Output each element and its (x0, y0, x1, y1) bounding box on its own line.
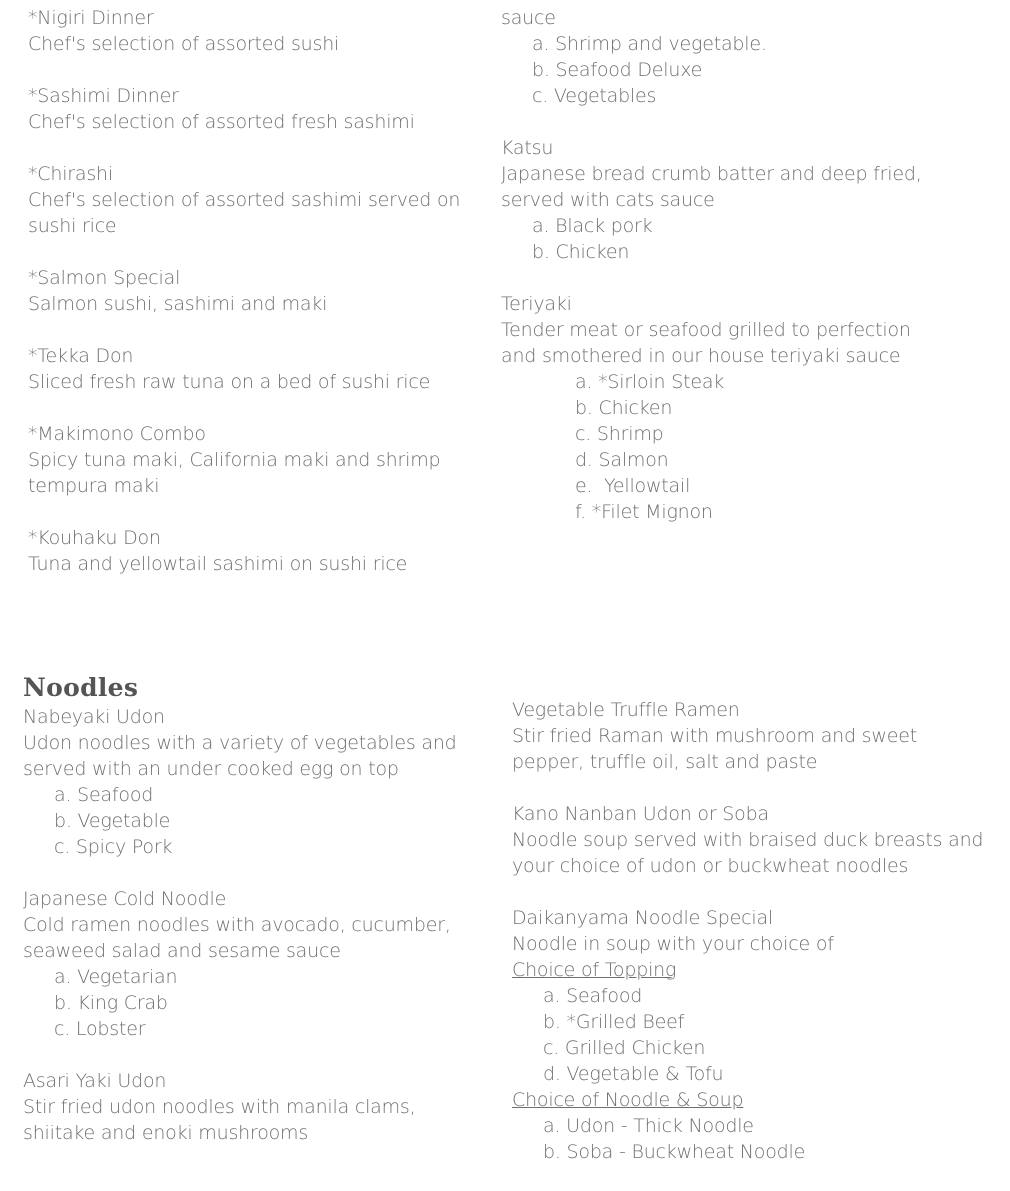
menu-item-asari (23, 1068, 493, 1146)
option-heading-noodle: Choice of Noodle & Soup (512, 1089, 744, 1111)
menu-item-desc: Stir fried Raman with mushroom and sweet pepper, truffle oil, salt and paste (512, 725, 923, 773)
menu-item-desc: Chef's selection of assorted sashimi served on sushi rice (28, 189, 467, 237)
menu-item-nabeyaki (23, 704, 493, 860)
menu-item-name: Kano Nanban Udon or Soba (512, 803, 769, 825)
menu-item-desc: Chef's selection of assorted fresh sashimi (28, 111, 415, 133)
noodles-column-right (512, 697, 990, 1191)
menu-item-desc: Stir fried udon noodles with manila clams, shiitake and enoki mushrooms (23, 1096, 422, 1144)
menu-option: c. Shrimp (575, 423, 664, 445)
menu-item-tempura (501, 5, 951, 109)
menu-item (28, 83, 493, 135)
menu-item-desc-tail: sauce (501, 7, 556, 29)
menu-option: a. *Sirloin Steak (575, 371, 725, 393)
menu-item-name: Vegetable Truffle Ramen (512, 699, 740, 721)
menu-item-name: *Sashimi Dinner (28, 85, 179, 107)
menu-option: e. Yellowtail (575, 475, 691, 497)
menu-option: b. King Crab (54, 992, 168, 1014)
menu-option: a. Seafood (543, 985, 643, 1007)
option-heading-topping: Choice of Topping (512, 959, 677, 981)
menu-column-top-left (28, 5, 493, 603)
menu-item-name: *Makimono Combo (28, 423, 206, 445)
menu-item-desc: Cold ramen noodles with avocado, cucumber, seaweed salad and sesame sauce (23, 914, 457, 962)
noodles-column-left (23, 704, 493, 1172)
menu-item-desc: Spicy tuna maki, California maki and shrimp tempura maki (28, 449, 447, 497)
menu-item-cold-noodle (23, 886, 493, 1042)
menu-option: a. Udon - Thick Noodle (543, 1115, 754, 1137)
menu-item (28, 5, 493, 57)
menu-item-name: Daikanyama Noodle Special (512, 907, 773, 929)
menu-item-katsu (501, 135, 951, 265)
menu-item (28, 161, 493, 239)
menu-item-desc: Tuna and yellowtail sashimi on sushi rice (28, 553, 408, 575)
menu-item (28, 421, 493, 499)
menu-option: a. Seafood (54, 784, 154, 806)
menu-option: b. Soba - Buckwheat Noodle (543, 1141, 806, 1163)
menu-item-name: Japanese Cold Noodle (23, 888, 227, 910)
menu-item-name: *Nigiri Dinner (28, 7, 154, 29)
menu-item-name: *Salmon Special (28, 267, 181, 289)
menu-option: f. *Filet Mignon (575, 501, 713, 523)
menu-item-name: *Kouhaku Don (28, 527, 161, 549)
menu-option: c. Lobster (54, 1018, 146, 1040)
menu-item-name: *Chirashi (28, 163, 113, 185)
menu-option: c. Vegetables (532, 85, 657, 107)
menu-item-name: Teriyaki (501, 293, 572, 315)
menu-item-name: Asari Yaki Udon (23, 1070, 167, 1092)
menu-item-name: *Tekka Don (28, 345, 134, 367)
menu-option: b. Chicken (532, 241, 630, 263)
menu-item-name: Nabeyaki Udon (23, 706, 165, 728)
menu-option: a. Vegetarian (54, 966, 178, 988)
menu-item-teriyaki (501, 291, 951, 525)
menu-option: d. Salmon (575, 449, 669, 471)
menu-column-top-right (501, 5, 951, 551)
menu-option: b. *Grilled Beef (543, 1011, 685, 1033)
menu-item (28, 265, 493, 317)
menu-item-truffle-ramen (512, 697, 990, 775)
menu-option: c. Grilled Chicken (543, 1037, 706, 1059)
menu-option: b. Seafood Deluxe (532, 59, 703, 81)
menu-item-desc: Sliced fresh raw tuna on a bed of sushi rice (28, 371, 431, 393)
menu-item (28, 343, 493, 395)
menu-option: a. Black pork (532, 215, 653, 237)
menu-option: d. Vegetable & Tofu (543, 1063, 724, 1085)
menu-item (28, 525, 493, 577)
menu-item-desc: Tender meat or seafood grilled to perfection and smothered in our house teriyaki sauce (501, 319, 917, 367)
menu-item-name: Katsu (501, 137, 554, 159)
menu-option: b. Chicken (575, 397, 673, 419)
menu-option: b. Vegetable (54, 810, 171, 832)
menu-item-desc: Salmon sushi, sashimi and maki (28, 293, 328, 315)
menu-item-kano-nanban (512, 801, 990, 879)
menu-item-desc: Chef's selection of assorted sushi (28, 33, 340, 55)
menu-item-desc: Noodle soup served with braised duck breasts and your choice of udon or buckwheat noodles (512, 829, 990, 877)
menu-item-desc: Japanese bread crumb batter and deep fried, served with cats sauce (501, 163, 928, 211)
section-title-noodles: Noodles (23, 673, 139, 702)
menu-item-desc: Noodle in soup with your choice of (512, 933, 834, 955)
menu-item-desc: Udon noodles with a variety of vegetables and served with an under cooked egg on top (23, 732, 463, 780)
menu-option: c. Spicy Pork (54, 836, 173, 858)
menu-item-daikanyama (512, 905, 990, 1165)
menu-option: a. Shrimp and vegetable. (532, 33, 767, 55)
